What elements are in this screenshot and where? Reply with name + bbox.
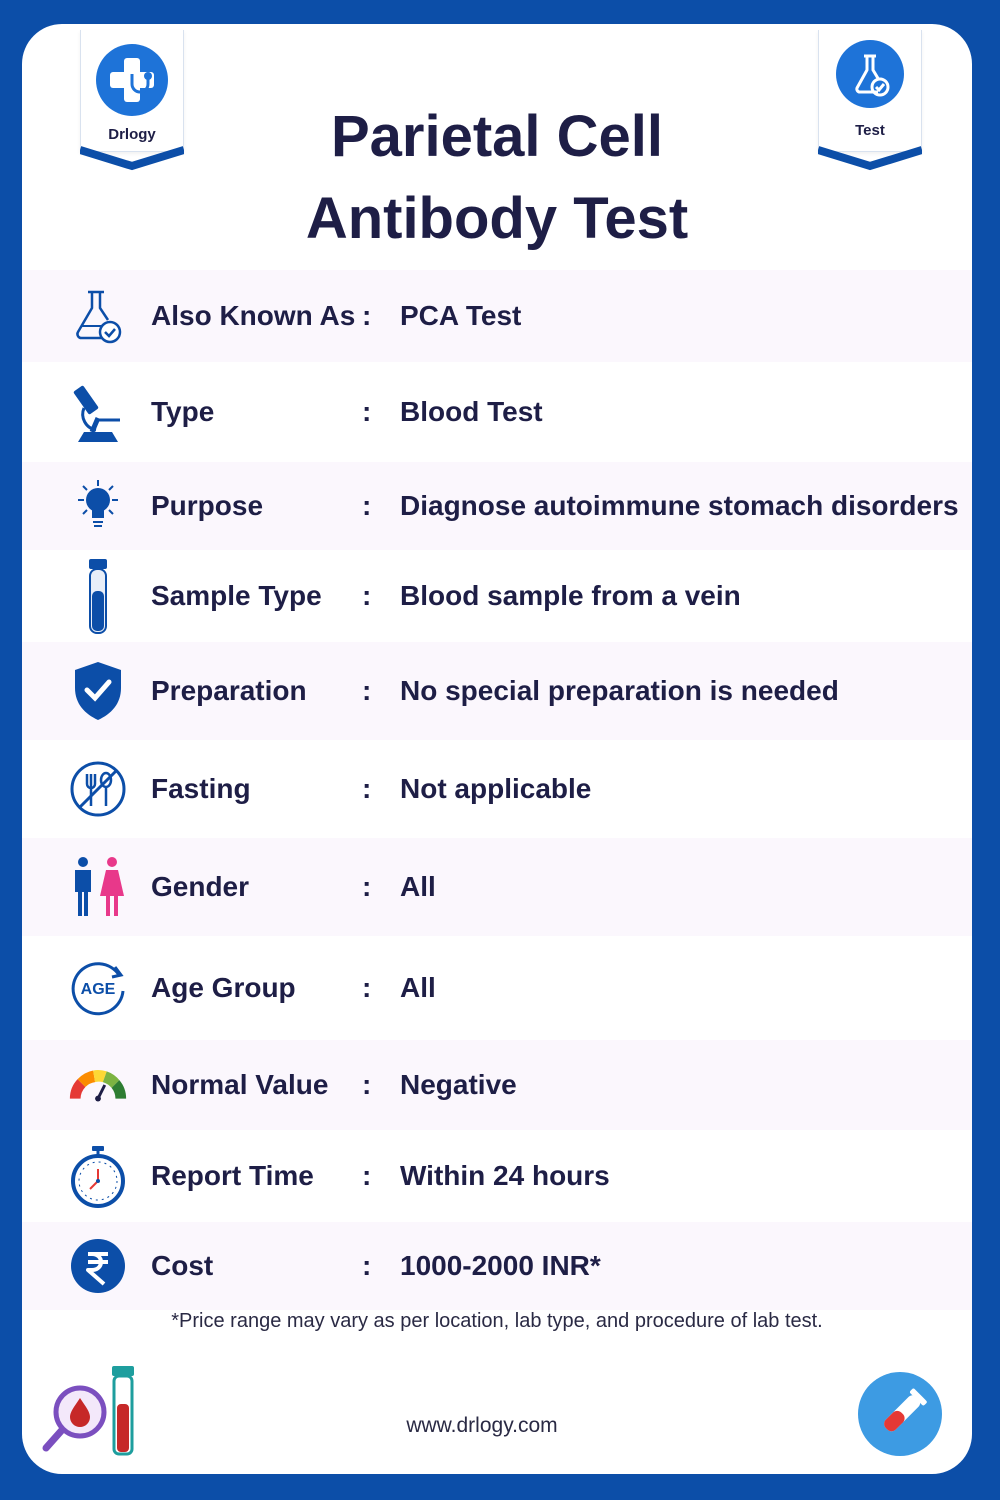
row-value: 1000-2000 INR* <box>400 1250 601 1281</box>
svg-text:AGE: AGE <box>80 981 116 998</box>
lightbulb-icon <box>66 474 130 538</box>
no-food-icon <box>66 757 130 821</box>
gender-icon <box>66 855 130 919</box>
row-separator: : <box>362 773 372 804</box>
row-gender <box>22 838 972 936</box>
info-rows <box>22 270 972 1310</box>
row-value: Negative <box>400 1069 517 1100</box>
row-label: Normal Value <box>151 1069 329 1100</box>
row-separator: : <box>362 490 372 521</box>
row-separator: : <box>362 1250 372 1281</box>
microscope-icon <box>66 380 130 444</box>
row-label: Purpose <box>151 490 264 521</box>
row-value: All <box>400 871 436 902</box>
flask-check-icon <box>66 284 130 348</box>
website-link[interactable]: www.drlogy.com <box>406 1414 558 1437</box>
title-line-2: Antibody Test <box>305 186 689 251</box>
row-sample-type <box>22 550 972 642</box>
shield-check-icon <box>66 659 130 723</box>
row-separator: : <box>362 1160 372 1191</box>
row-value: Within 24 hours <box>400 1160 610 1191</box>
title-line-1: Parietal Cell <box>330 104 664 169</box>
row-separator: : <box>362 1069 372 1100</box>
row-label: Gender <box>151 871 250 902</box>
row-label: Type <box>151 396 215 427</box>
info-card <box>22 24 972 1474</box>
magnifier-blood-icon <box>42 1364 142 1459</box>
row-preparation <box>22 642 972 740</box>
row-also-known-as <box>22 270 972 362</box>
row-label: Cost <box>151 1250 214 1281</box>
row-label: Report Time <box>151 1160 314 1191</box>
row-value: No special preparation is needed <box>400 675 839 706</box>
page-title <box>22 96 972 260</box>
row-value: Diagnose autoimmune stomach disorders <box>400 490 959 521</box>
row-separator: : <box>362 871 372 902</box>
badge-label: Drlogy <box>108 126 156 143</box>
test-tube-button-icon <box>858 1372 942 1456</box>
row-label: Fasting <box>151 773 251 804</box>
stopwatch-icon <box>66 1144 130 1208</box>
row-purpose <box>22 462 972 550</box>
test-tube-icon <box>66 564 130 628</box>
row-label: Sample Type <box>151 580 322 611</box>
age-icon <box>66 956 130 1020</box>
gauge-icon <box>66 1053 130 1117</box>
row-value: Blood Test <box>400 396 543 427</box>
row-separator: : <box>362 580 372 611</box>
row-value: All <box>400 972 436 1003</box>
row-normal-value <box>22 1040 972 1130</box>
row-value: Not applicable <box>400 773 592 804</box>
row-label: Age Group <box>151 972 296 1003</box>
row-label: Preparation <box>151 675 307 706</box>
row-separator: : <box>362 300 372 331</box>
price-note: *Price range may vary as per location, lab type, and procedure of lab test. <box>171 1310 823 1332</box>
row-value: PCA Test <box>400 300 522 331</box>
row-separator: : <box>362 396 372 427</box>
row-separator: : <box>362 972 372 1003</box>
rupee-icon <box>66 1234 130 1298</box>
row-fasting <box>22 740 972 838</box>
row-label: Also Known As <box>151 300 356 331</box>
row-cost <box>22 1222 972 1310</box>
row-separator: : <box>362 675 372 706</box>
row-report-time <box>22 1130 972 1222</box>
row-age-group <box>22 936 972 1040</box>
row-value: Blood sample from a vein <box>400 580 741 611</box>
row-type <box>22 362 972 462</box>
badge-label: Test <box>855 122 885 139</box>
